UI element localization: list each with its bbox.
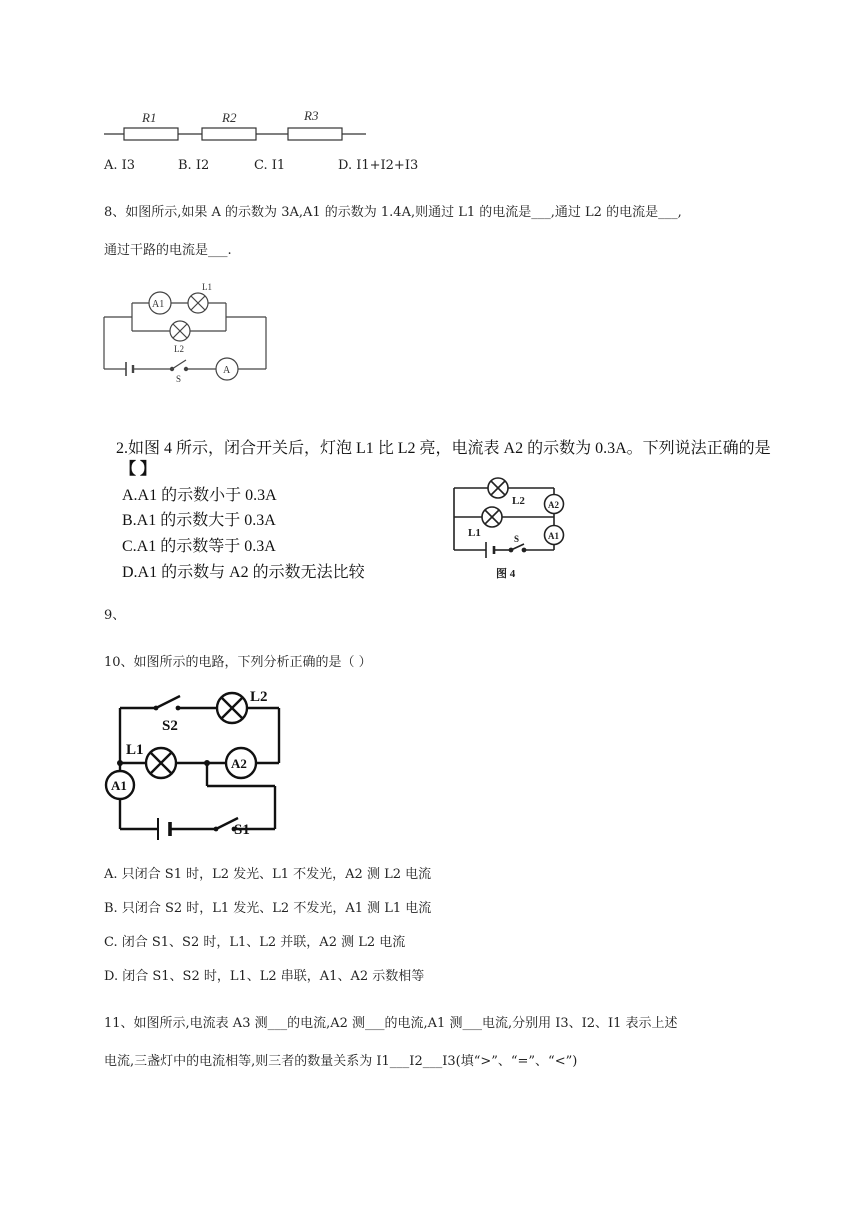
q8-circuit-figure [100,280,272,384]
q9-circuit-figure [448,474,574,584]
q10-question-stem: 10、如图所示的电路，下列分析正确的是（ ） [104,655,372,670]
resistor-label-r1: R1 [142,110,157,125]
q9-question-stem: 2.如图 4 所示，闭合开关后，灯泡 L1 比 L2 亮，电流表 A2 的示数为 0.3A。下列说法正确的是 [116,440,771,457]
q9-fig-l1-label: L1 [468,527,481,539]
q11-question-line1: 11、如图所示,电流表 A3 测___的电流,A2 测___的电流,A1 测___电流,分别用 I3、I2、I1 表示上述 [104,1016,678,1031]
q7-option-c: C. I1 [254,158,286,173]
q10-fig-l2-label: L2 [250,689,268,705]
q8-fig-s-label: S [176,374,182,384]
q9-fig-a1-label: A1 [548,531,559,541]
q8-question-line1: 8、如图所示,如果 A 的示数为 3A,A1 的示数为 1.4A,则通过 L1 的电流是___,通过 L2 的电流是___, [104,205,682,220]
q7-option-d: D. I1+I2+I3 [338,158,419,173]
q10-fig-a2-label: A2 [231,756,247,771]
q10-option-d: D. 闭合 S1、S2 时，L1、L2 串联，A1、A2 示数相等 [104,969,425,984]
resistor-label-r2: R2 [222,110,237,125]
q8-fig-l1-label: L1 [202,282,212,292]
q9-fig-s-label: S [514,534,520,544]
q9-option-b: B.A1 的示数大于 0.3A [122,512,276,529]
q10-fig-l1-label: L1 [126,742,144,758]
q10-option-c: C. 闭合 S1、S2 时，L1、L2 并联，A2 测 L2 电流 [104,935,406,950]
q9-number: 9、 [104,608,126,623]
q10-option-a: A. 只闭合 S1 时，L2 发光、L1 不发光，A2 测 L2 电流 [104,867,432,882]
q10-option-b: B. 只闭合 S2 时，L1 发光、L2 不发光，A1 测 L1 电流 [104,901,432,916]
q9-option-a: A.A1 的示数小于 0.3A [122,487,277,504]
q10-fig-s1-label: S1 [234,822,250,838]
resistor-series-figure [104,108,368,144]
q8-question-line2: 通过干路的电流是___. [104,243,232,258]
q9-option-d: D.A1 的示数与 A2 的示数无法比较 [122,564,365,581]
q9-answer-bracket: 【 】 [120,461,157,478]
q10-fig-a1-label: A1 [111,778,127,793]
q11-question-line2: 电流,三盏灯中的电流相等,则三者的数量关系为 I1___I2___I3(填“>”、“=”、“<”) [104,1054,578,1069]
q8-fig-a-label: A [223,365,231,376]
q10-fig-s2-label: S2 [162,718,178,734]
q9-option-c: C.A1 的示数等于 0.3A [122,538,276,555]
q9-fig-l2-label: L2 [512,495,525,507]
q9-fig-a2-label: A2 [548,500,559,510]
q7-option-b: B. I2 [178,158,210,173]
q10-circuit-figure [100,686,290,838]
q8-fig-l2-label: L2 [174,344,184,354]
q7-option-a: A. I3 [104,158,136,173]
resistor-label-r3: R3 [304,108,319,123]
q8-fig-a1-label: A1 [152,299,165,310]
q9-fig-caption: 图 4 [496,568,516,580]
